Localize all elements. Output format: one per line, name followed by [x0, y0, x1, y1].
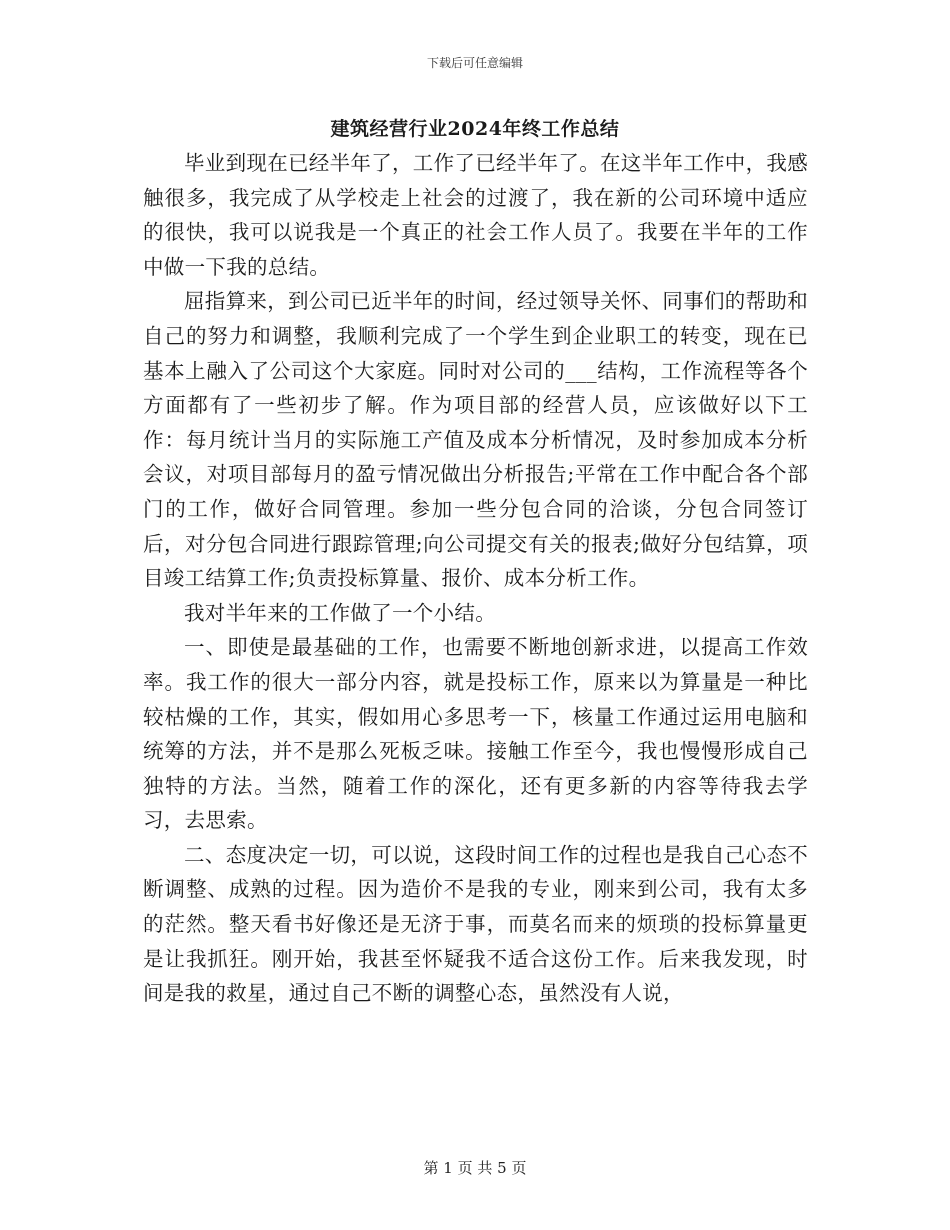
document-title: 建筑经营行业2024年终工作总结 [330, 118, 620, 140]
paragraph: 一、即使是最基础的工作，也需要不断地创新求进，以提高工作效率。我工作的很大一部分内容，就是投标工作，原来以为算量是一种比较枯燥的工作，其实，假如用心多思考一下，核量工作通过运用电脑和统筹的方法，并不是那么死板乏味。接触工作至今，我也慢慢形成自己独特的方法。当然，随着工作的深化，还有更多新的内容等待我去学习，去思索。 [143, 635, 808, 833]
page-number-footer: 第 1 页 共 5 页 [423, 1159, 527, 1177]
paragraph: 我对半年来的工作做了一个小结。 [184, 600, 496, 625]
page-header-note: 下载后可任意编辑 [426, 56, 523, 70]
document-body [143, 146, 808, 1011]
paragraph: 毕业到现在已经半年了，工作了已经半年了。在这半年工作中，我感触很多，我完成了从学校走上社会的过渡了，我在新的公司环境中适应的很快，我可以说我是一个真正的社会工作人员了。我要在半年的工作中做一下我的总结。 [143, 151, 808, 279]
paragraph: 屈指算来，到公司已近半年的时间，经过领导关怀、同事们的帮助和自己的努力和调整，我顺利完成了一个学生到企业职工的转变，现在已基本上融入了公司这个大家庭。同时对公司的___结构，工作流程等各个方面都有了一些初步了解。作为项目部的经营人员，应该做好以下工作：每月统计当月的实际施工产值及成本分析情况，及时参加成本分析会议，对项目部每月的盈亏情况做出分析报告;平常在工作中配合各个部门的工作，做好合同管理。参加一些分包合同的洽谈，分包合同签订后，对分包合同进行跟踪管理;向公司提交有关的报表;做好分包结算，项目竣工结算工作;负责投标算量、报价、成本分析工作。 [143, 289, 808, 591]
paragraph: 二、态度决定一切，可以说，这段时间工作的过程也是我自己心态不断调整、成熟的过程。因为造价不是我的专业，刚来到公司，我有太多的茫然。整天看书好像还是无济于事，而莫名而来的烦琐的投标算量更是让我抓狂。刚开始，我甚至怀疑我不适合这份工作。后来我发现，时间是我的救星，通过自己不断的调整心态，虽然没有人说， [143, 842, 808, 1006]
